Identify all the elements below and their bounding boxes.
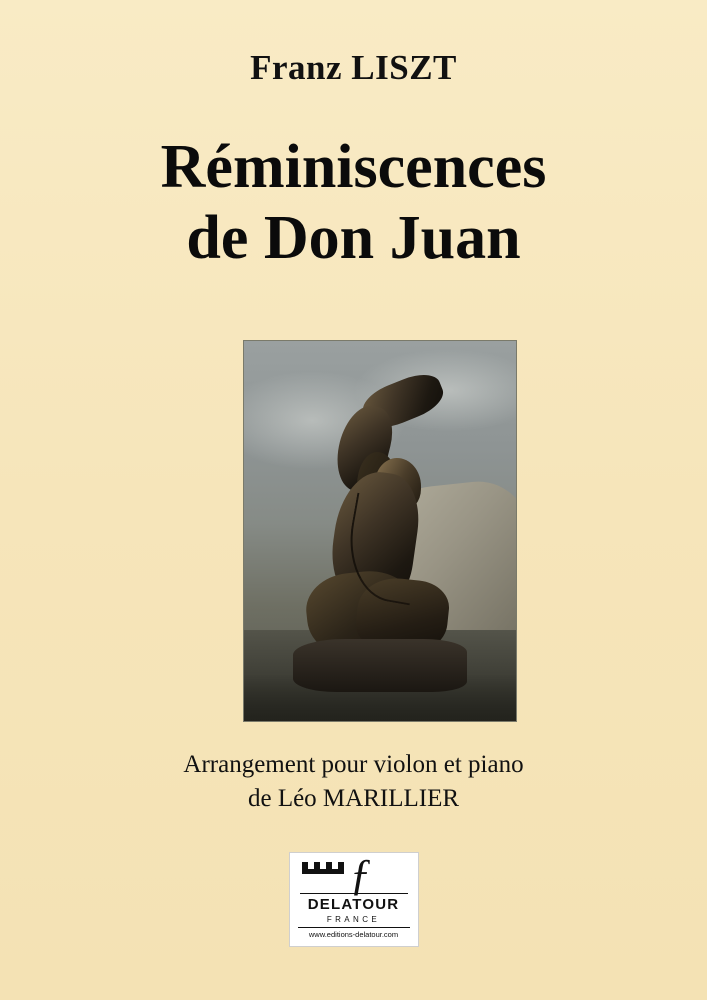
- title-line-1: Réminiscences: [160, 133, 547, 201]
- castle-icon: [302, 862, 344, 874]
- title-line-2: de Don Juan: [186, 204, 521, 273]
- f-clef-icon: ƒ: [349, 850, 372, 899]
- arrangement-credit: [0, 748, 707, 816]
- arrangement-line-1: Arrangement pour violon et piano: [183, 751, 524, 778]
- statue-base: [293, 639, 467, 693]
- publisher-name: DELATOUR: [307, 896, 400, 913]
- delatour-logo-icon: [300, 850, 408, 899]
- composer-name: Franz LISZT: [250, 48, 457, 87]
- bronze-statue: [266, 371, 494, 705]
- cover-illustration: [243, 340, 517, 722]
- page-title: [0, 132, 707, 275]
- publisher-logo-block: [289, 852, 419, 947]
- arrangement-line-2: de Léo MARILLIER: [247, 784, 460, 812]
- publisher-country: FRANCE: [326, 914, 381, 924]
- publisher-url: www.editions-delatour.com: [298, 927, 410, 939]
